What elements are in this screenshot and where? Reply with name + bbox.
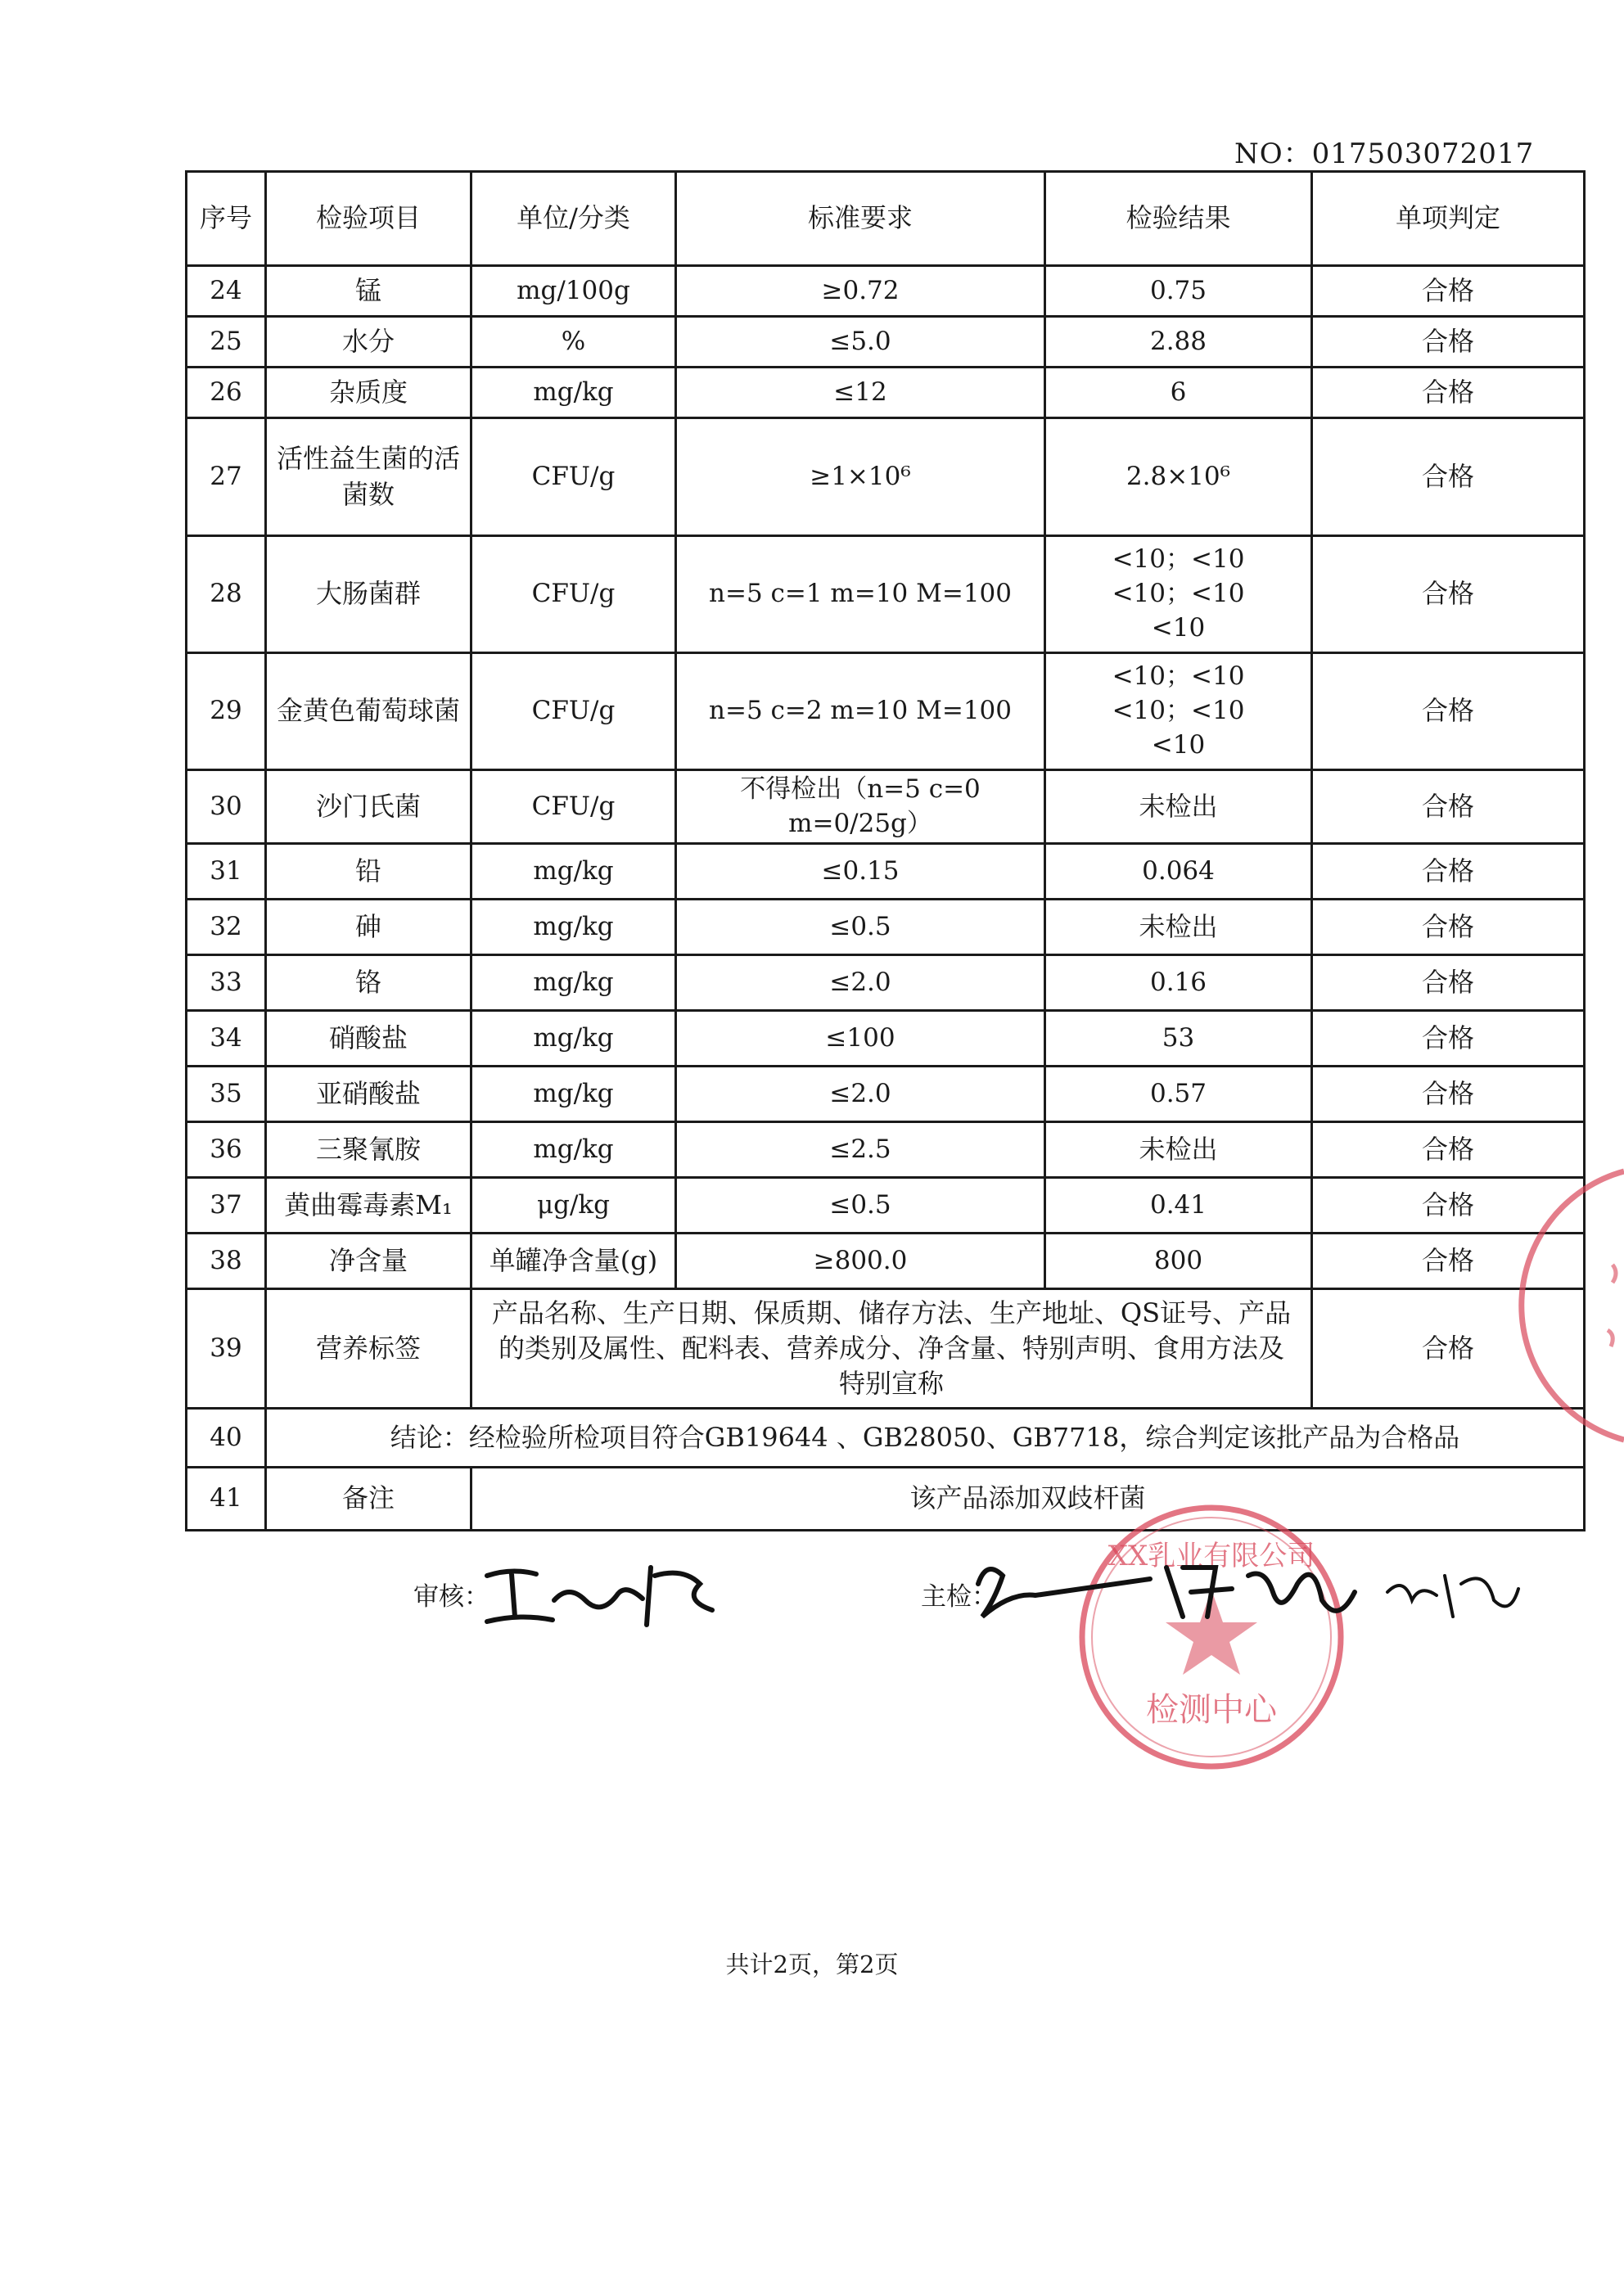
cell-unit: mg/kg <box>471 1011 676 1067</box>
cell-standard: ≤0.5 <box>676 1178 1045 1234</box>
cell-verdict: 合格 <box>1312 1067 1585 1122</box>
cell-standard: ≥0.72 <box>676 266 1045 317</box>
cell-standard: ≤12 <box>676 368 1045 418</box>
cell-unit: mg/kg <box>471 955 676 1011</box>
cell-standard: ≤2.0 <box>676 955 1045 1011</box>
remark-text: 该产品添加双歧杆菌 <box>471 1468 1585 1531</box>
inspection-table <box>185 170 1586 1531</box>
cell-verdict: 合格 <box>1312 368 1585 418</box>
cell-item: 金黄色葡萄球菌 <box>266 653 471 770</box>
cell-result: 2.8×10⁶ <box>1045 418 1312 536</box>
cell-verdict: 合格 <box>1312 955 1585 1011</box>
cell-result: 2.88 <box>1045 317 1312 368</box>
cell-standard: ≤2.5 <box>676 1122 1045 1178</box>
cell-unit: mg/kg <box>471 1067 676 1122</box>
cell-standard: 不得检出（n=5 c=0 m=0/25g） <box>676 770 1045 844</box>
cell-item: 水分 <box>266 317 471 368</box>
cell-result: 0.064 <box>1045 844 1312 900</box>
cell-unit: 单罐净含量(g) <box>471 1234 676 1289</box>
cell-result: 800 <box>1045 1234 1312 1289</box>
cell-no: 36 <box>187 1122 266 1178</box>
cell-item: 锰 <box>266 266 471 317</box>
cell-item: 大肠菌群 <box>266 536 471 653</box>
table-header-row <box>187 172 1585 266</box>
cell-verdict: 合格 <box>1312 317 1585 368</box>
cell-verdict: 合格 <box>1312 418 1585 536</box>
inspector-signature <box>970 1543 1527 1649</box>
table-row <box>187 955 1585 1011</box>
header-no: 序号 <box>187 172 266 266</box>
cell-item: 铬 <box>266 955 471 1011</box>
nutrition-label-row <box>187 1289 1585 1409</box>
cell-result: 53 <box>1045 1011 1312 1067</box>
cell-no: 26 <box>187 368 266 418</box>
review-signature <box>479 1551 724 1641</box>
table-row <box>187 1178 1585 1234</box>
cell-item: 营养标签 <box>266 1289 471 1409</box>
cell-unit: CFU/g <box>471 536 676 653</box>
header-standard: 标准要求 <box>676 172 1045 266</box>
cell-unit: mg/kg <box>471 900 676 955</box>
cell-no: 41 <box>187 1468 266 1531</box>
cell-verdict: 合格 <box>1312 536 1585 653</box>
cell-unit: mg/kg <box>471 368 676 418</box>
cell-no: 29 <box>187 653 266 770</box>
cell-item: 铅 <box>266 844 471 900</box>
cell-standard: ≥800.0 <box>676 1234 1045 1289</box>
cell-no: 32 <box>187 900 266 955</box>
cell-item: 净含量 <box>266 1234 471 1289</box>
cell-item: 硝酸盐 <box>266 1011 471 1067</box>
cell-result: 0.57 <box>1045 1067 1312 1122</box>
cell-no: 38 <box>187 1234 266 1289</box>
cell-item: 砷 <box>266 900 471 955</box>
cell-result: 0.41 <box>1045 1178 1312 1234</box>
inspector-label: 主检： <box>921 1582 997 1612</box>
cell-unit: % <box>471 317 676 368</box>
cell-no: 37 <box>187 1178 266 1234</box>
cell-standard: ≤0.5 <box>676 900 1045 955</box>
cell-verdict: 合格 <box>1312 1178 1585 1234</box>
table-row <box>187 418 1585 536</box>
conclusion-row <box>187 1409 1585 1468</box>
document-number: NO：017503072017 <box>1234 138 1535 170</box>
cell-no: 28 <box>187 536 266 653</box>
cell-no: 33 <box>187 955 266 1011</box>
cell-unit: mg/100g <box>471 266 676 317</box>
cell-standard: ≤5.0 <box>676 317 1045 368</box>
header-unit: 单位/分类 <box>471 172 676 266</box>
stamp-text-top: XX乳业有限公司 <box>1107 1540 1315 1572</box>
cell-item: 三聚氰胺 <box>266 1122 471 1178</box>
table-row <box>187 536 1585 653</box>
table-row <box>187 1122 1585 1178</box>
table-row <box>187 368 1585 418</box>
cell-standard: ≤0.15 <box>676 844 1045 900</box>
cell-unit: CFU/g <box>471 653 676 770</box>
cell-verdict: 合格 <box>1312 1122 1585 1178</box>
cell-item: 黄曲霉毒素M₁ <box>266 1178 471 1234</box>
cell-no: 31 <box>187 844 266 900</box>
nutrition-label-content: 产品名称、生产日期、保质期、储存方法、生产地址、QS证号、产品 的类别及属性、配料表、营养成分、净含量、特别声明、食用方法及 特别宣称 <box>471 1289 1312 1409</box>
cell-item: 沙门氏菌 <box>266 770 471 844</box>
stamp-text-bottom: 检测中心 <box>1146 1691 1277 1729</box>
page-footer: 共计2页，第2页 <box>725 1951 899 1978</box>
cell-verdict: 合格 <box>1312 770 1585 844</box>
cell-no: 40 <box>187 1409 266 1468</box>
cell-no: 24 <box>187 266 266 317</box>
header-verdict: 单项判定 <box>1312 172 1585 266</box>
cell-item: 杂质度 <box>266 368 471 418</box>
cell-standard: ≤2.0 <box>676 1067 1045 1122</box>
cell-verdict: 合格 <box>1312 1234 1585 1289</box>
cell-unit: CFU/g <box>471 418 676 536</box>
remark-row <box>187 1468 1585 1531</box>
cell-verdict: 合格 <box>1312 653 1585 770</box>
table-row <box>187 1011 1585 1067</box>
cell-result: 未检出 <box>1045 900 1312 955</box>
table-row <box>187 653 1585 770</box>
cell-unit: mg/kg <box>471 1122 676 1178</box>
edge-seal <box>1580 1166 1624 1445</box>
header-result: 检验结果 <box>1045 172 1312 266</box>
cell-item: 亚硝酸盐 <box>266 1067 471 1122</box>
table-row <box>187 266 1585 317</box>
cell-result: <10；<10 <10；<10 <10 <box>1045 653 1312 770</box>
cell-standard: ≤100 <box>676 1011 1045 1067</box>
cell-result: 6 <box>1045 368 1312 418</box>
review-label: 审核： <box>413 1582 489 1612</box>
conclusion-text: 结论：经检验所检项目符合GB19644 、GB28050、GB7718，综合判定该批产品为合格品 <box>266 1409 1585 1468</box>
cell-no: 34 <box>187 1011 266 1067</box>
cell-verdict: 合格 <box>1312 266 1585 317</box>
table-row <box>187 770 1585 844</box>
cell-result: 0.16 <box>1045 955 1312 1011</box>
cell-standard: ≥1×10⁶ <box>676 418 1045 536</box>
cell-verdict: 合格 <box>1312 1011 1585 1067</box>
table-row <box>187 844 1585 900</box>
cell-no: 27 <box>187 418 266 536</box>
cell-verdict: 合格 <box>1312 1289 1585 1409</box>
cell-verdict: 合格 <box>1312 900 1585 955</box>
table-row <box>187 1067 1585 1122</box>
header-item: 检验项目 <box>266 172 471 266</box>
cell-standard: n=5 c=2 m=10 M=100 <box>676 653 1045 770</box>
table-row <box>187 900 1585 955</box>
cell-no: 30 <box>187 770 266 844</box>
cell-no: 39 <box>187 1289 266 1409</box>
cell-result: 未检出 <box>1045 770 1312 844</box>
cell-unit: CFU/g <box>471 770 676 844</box>
cell-no: 25 <box>187 317 266 368</box>
cell-unit: mg/kg <box>471 844 676 900</box>
cell-standard: n=5 c=1 m=10 M=100 <box>676 536 1045 653</box>
cell-result: 未检出 <box>1045 1122 1312 1178</box>
cell-unit: μg/kg <box>471 1178 676 1234</box>
table-row <box>187 1234 1585 1289</box>
cell-no: 35 <box>187 1067 266 1122</box>
remark-label: 备注 <box>266 1468 471 1531</box>
cell-result: <10；<10 <10；<10 <10 <box>1045 536 1312 653</box>
table-row <box>187 317 1585 368</box>
cell-verdict: 合格 <box>1312 844 1585 900</box>
cell-result: 0.75 <box>1045 266 1312 317</box>
cell-item: 活性益生菌的活 菌数 <box>266 418 471 536</box>
